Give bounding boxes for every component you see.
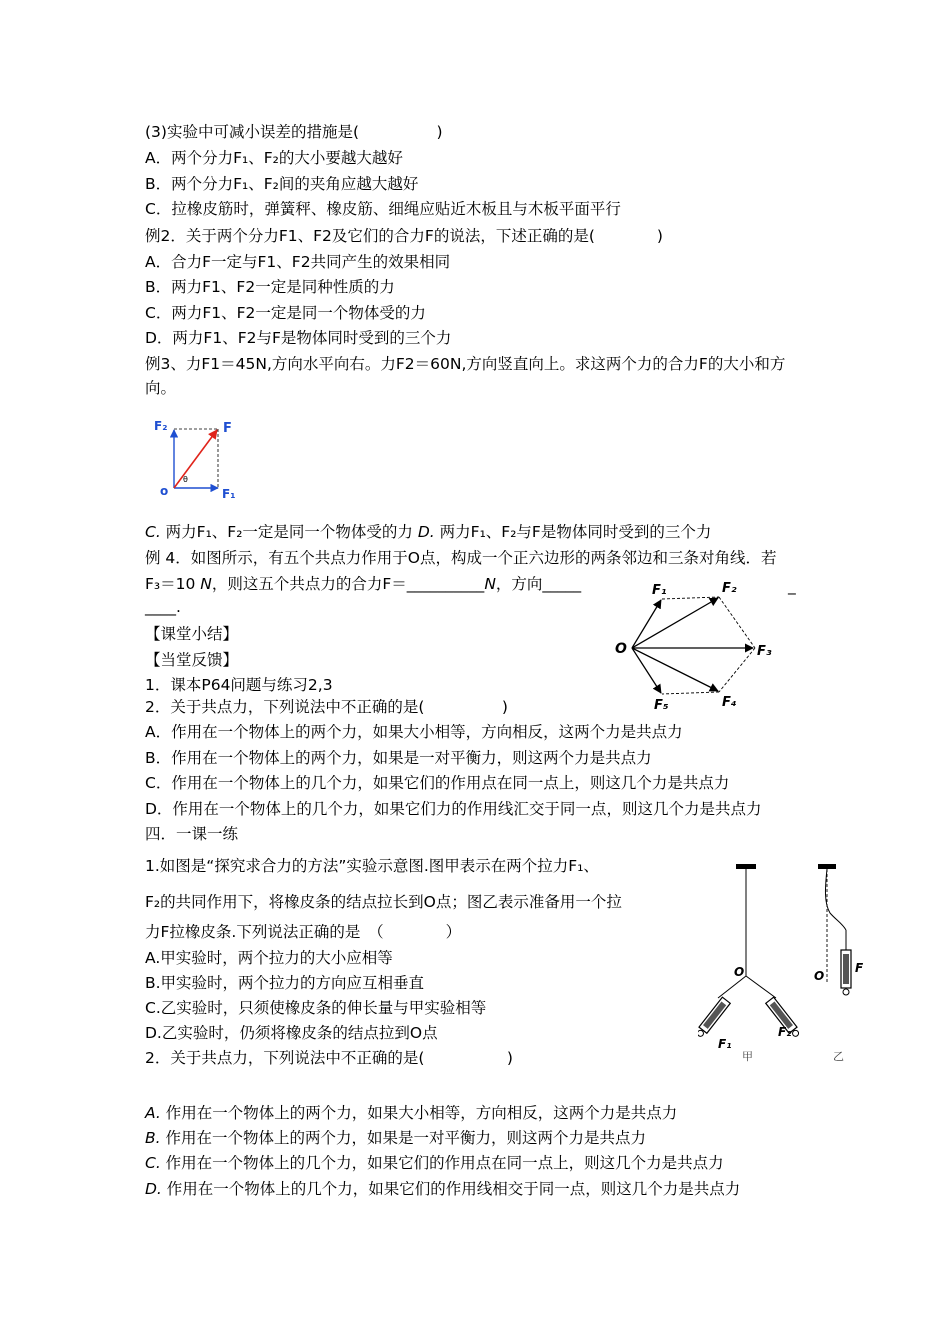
- practice-1-option-d: D.乙实验时，仍须将橡皮条的结点拉到O点: [145, 1024, 438, 1042]
- practice-1-stem: 1.如图是“探究求合力的方法”实验示意图.图甲表示在两个拉力F₁、: [145, 857, 599, 875]
- practice-1-option-b: B.甲实验时，两个拉力的方向应互相垂直: [145, 974, 425, 992]
- hexagon-force-figure: [612, 575, 782, 711]
- feedback-option-b: B．作用在一个物体上的两个力，如果是一对平衡力，则这两个力是共点力: [145, 749, 652, 767]
- rubber-band-experiment-figure: [698, 858, 870, 1062]
- option-b: B．两个分力F₁、F₂间的夹角应越大越好: [145, 175, 419, 193]
- feedback-item-2-stem: 2．关于共点力，下列说法中不正确的是( ): [145, 698, 508, 716]
- practice-2-option-d: D. 作用在一个物体上的几个力，如果它们的作用线相交于同一点，则这几个力是共点力: [145, 1180, 741, 1198]
- label-f: F: [223, 421, 232, 436]
- example-3-stem: 例3、力F1＝45N,方向水平向右。力F2＝60N,方向竖直向上。求这两个力的合力F的大小和方: [145, 355, 786, 373]
- ceiling-mount-right: [818, 864, 836, 869]
- label-f2: F₂: [778, 1025, 792, 1039]
- section-4-heading: 四．一课一练: [145, 825, 239, 843]
- question-3-stem: (3)实验中可减小误差的措施是( ): [145, 123, 443, 141]
- example-2-option-b: B．两力F1、F2一定是同种性质的力: [145, 278, 395, 296]
- example-2-option-a: A．合力F一定与F1、F2共同产生的效果相同: [145, 253, 451, 271]
- label-o: o: [160, 484, 169, 498]
- option-line-c-d: C. 两力F₁、F₂一定是同一个物体受的力 D. 两力F₁、F₂与F是物体同时受到的三个力: [145, 523, 712, 541]
- rubber-band-right: [825, 869, 846, 930]
- practice-2-option-c: C. 作用在一个物体上的几个力，如果它们的作用点在同一点上，则这几个力是共点力: [145, 1154, 724, 1172]
- label-f1: F₁: [652, 583, 667, 598]
- feedback-item-1: 1．课本P64问题与练习2,3: [145, 676, 333, 694]
- label-f3: F₃: [757, 644, 772, 659]
- resultant-vector: [174, 430, 217, 488]
- label-f2: F₂: [722, 581, 737, 596]
- practice-1-option-a: A.甲实验时，两个拉力的大小应相等: [145, 949, 393, 967]
- feedback-option-d: D．作用在一个物体上的几个力，如果它们力的作用线汇交于同一点，则这几个力是共点力: [145, 800, 762, 818]
- hexagon-dashed-edges: [662, 597, 755, 694]
- spring-scale-f: [841, 950, 851, 995]
- f4-vector: [632, 648, 718, 691]
- practice-1-option-c: C.乙实验时，只须使橡皮条的伸长量与甲实验相等: [145, 999, 487, 1017]
- label-f5: F₅: [654, 698, 669, 711]
- label-f: F: [855, 961, 864, 975]
- label-o-yi: O: [814, 969, 825, 983]
- example-2-option-c: C．两力F1、F2一定是同一个物体受的力: [145, 304, 426, 322]
- feedback-option-c: C．作用在一个物体上的几个力，如果它们的作用点在同一点上，则这几个力是共点力: [145, 774, 730, 792]
- string-2: [746, 976, 776, 998]
- example-4-blank-line: F₃＝10 N，则这五个共点力的合力F＝__________N，方向_____: [145, 575, 582, 593]
- option-a: A．两个分力F₁、F₂的大小要越大越好: [145, 149, 403, 167]
- label-f1: F₁: [222, 487, 236, 501]
- string-1: [718, 976, 746, 998]
- example-2-stem: 例2．关于两个分力F1、F2及它们的合力F的说法，下述正确的是( ): [145, 227, 663, 245]
- label-o: O: [615, 641, 627, 657]
- label-o-jia: O: [734, 965, 745, 979]
- label-jia: 甲: [742, 1050, 753, 1062]
- option-c: C．拉橡皮筋时，弹簧秤、橡皮筋、细绳应贴近木板且与木板平面平行: [145, 200, 621, 218]
- example-2-option-d: D．两力F1、F2与F是物体同时受到的三个力: [145, 329, 452, 347]
- label-f1: F₁: [718, 1037, 732, 1051]
- label-theta: θ: [183, 475, 188, 484]
- label-f2: F₂: [154, 419, 168, 433]
- f1-vector: [632, 600, 661, 648]
- f2-vector: [632, 598, 718, 648]
- example-4-blank-cont: ____.: [145, 598, 181, 616]
- section-summary-heading: 【课堂小结】: [145, 625, 239, 643]
- example-4-trailing-blank: _: [788, 577, 796, 595]
- section-feedback-heading: 【当堂反馈】: [145, 651, 239, 669]
- practice-2-option-a: A. 作用在一个物体上的两个力，如果大小相等，方向相反，这两个力是共点力: [145, 1104, 678, 1122]
- ceiling-mount-left: [736, 864, 756, 869]
- label-yi: 乙: [833, 1050, 844, 1062]
- example-3-stem-cont: 向。: [145, 379, 177, 397]
- practice-1-stem-cont: F₂的共同作用下，将橡皮条的结点拉长到O点；图乙表示准备用一个拉: [145, 893, 622, 911]
- spring-scale-f1: [698, 997, 730, 1039]
- vector-rectangle-figure: [150, 418, 245, 503]
- label-f4: F₄: [722, 695, 737, 710]
- practice-1-stem-end: 力F拉橡皮条.下列说法正确的是 （ ）: [145, 923, 462, 941]
- practice-2-option-b: B. 作用在一个物体上的两个力，如果是一对平衡力，则这两个力是共点力: [145, 1129, 646, 1147]
- feedback-option-a: A．作用在一个物体上的两个力，如果大小相等，方向相反，这两个力是共点力: [145, 723, 683, 741]
- practice-2-stem: 2．关于共点力，下列说法中不正确的是( ): [145, 1049, 513, 1067]
- example-4-stem: 例 4．如图所示，有五个共点力作用于O点，构成一个正六边形的两条邻边和三条对角线．若: [145, 549, 777, 567]
